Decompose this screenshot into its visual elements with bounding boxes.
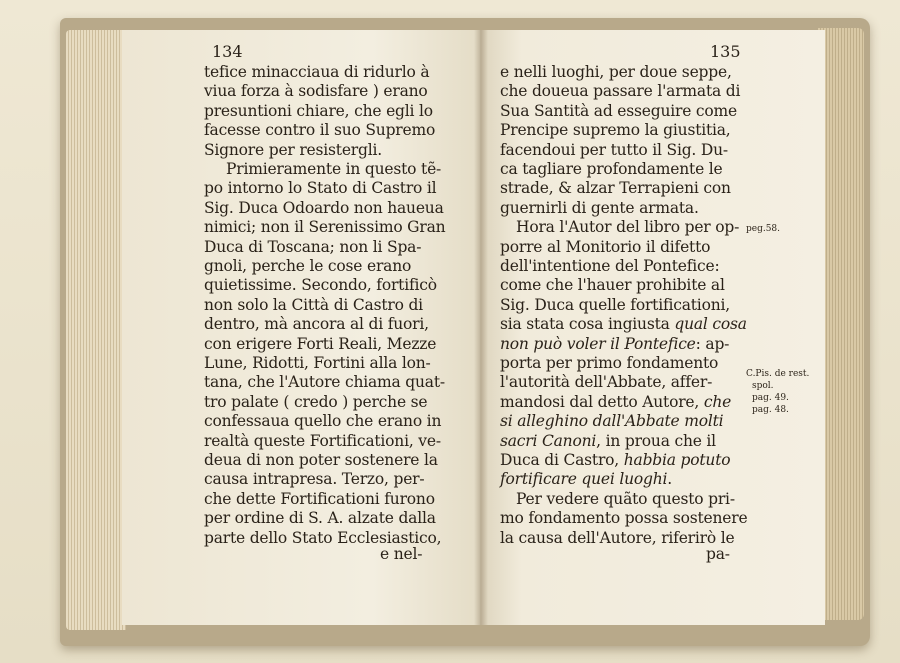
text-segment: , in proua che il [596,431,716,450]
text-line: presuntioni chiare, che egli lo [204,101,433,120]
text-line: facesse contro il suo Supremo [204,121,436,140]
text-line: Signore per resistergli. [204,140,382,159]
text-segment: Duca di Castro, [500,451,624,469]
left-page [122,30,480,625]
text-line: per ordine di S. A. alzate dalla [204,509,436,528]
text-line [500,373,712,391]
text-line [500,451,730,469]
left-catchword: e nel- [380,545,423,563]
text-segment: la causa dell'Autore, riferirò le [500,528,735,547]
text-line [500,393,731,411]
text-line [500,276,725,294]
text-line [500,335,729,353]
text-segment: Sig. Duca quelle fortificationi, [500,295,730,314]
text-segment: e nelli luoghi, per doue seppe, [500,63,732,81]
right-page [480,30,825,625]
text-line [500,315,747,333]
text-line [500,141,728,159]
text-line: confessaua quello che erano in [204,412,442,431]
text-segment: Hora l'Autor del libro per op- [516,218,740,237]
book-gutter [474,30,488,625]
text-line [500,63,732,81]
text-line [500,121,731,139]
italic-text-segment: si alleghino dall'Abbate molti [500,412,724,431]
text-segment: porre al Monitorio il difetto [500,237,711,256]
text-line [500,354,718,372]
text-line [500,432,716,450]
text-line [516,490,735,508]
margin-note-ref-4: pag. 49. [752,393,789,403]
text-line [500,102,737,120]
italic-text-segment: non può voler il Pontefice [500,334,696,353]
text-line: causa intrapresa. Terzo, per- [204,470,425,489]
text-line [500,529,734,547]
text-line [500,509,747,527]
text-segment: sia stata cosa ingiusta [500,315,675,334]
text-segment: mo fondamento possa sostenere [500,509,748,528]
text-segment: . [667,470,673,489]
text-segment: come che l'hauer prohibite al [500,276,725,295]
right-page-number: 135 [710,42,741,61]
text-segment: mandosi dal detto Autore, [500,392,704,411]
left-page-edges [66,30,126,630]
text-line: non solo la Città di Castro di [204,295,423,314]
left-page-number: 134 [212,42,243,61]
text-line [500,238,710,256]
margin-note-ref-1: peg.58. [746,224,781,234]
italic-text-segment: qual cosa [674,315,747,334]
text-line: Duca di Toscana; non li Spa- [204,237,422,256]
text-line: deua di non poter sostenere la [204,451,438,469]
text-line: viua forza à sodisfare ) erano [204,82,428,101]
margin-note-ref-5: pag. 48. [752,405,789,415]
text-segment: ca tagliare profondamente le [500,160,723,178]
italic-text-segment: che [703,392,732,411]
text-segment: che doueua passare l'armata di [500,82,741,101]
italic-text-segment: sacri Canoni [500,431,597,450]
italic-text-segment: fortificare quei luoghi [500,470,668,489]
text-line: tana, che l'Autore chiama quat- [204,373,445,392]
text-line: Primieramente in questo tẽ- [226,160,442,178]
text-line: Lune, Ridotti, Fortini alla lon- [204,354,431,372]
text-line: nimici; non il Serenissimo Gran [204,218,446,237]
text-line: realtà queste Fortificationi, ve- [204,431,441,450]
text-line: parte dello Stato Ecclesiastico, [204,528,442,547]
right-catchword: pa- [706,545,730,563]
text-line [500,179,731,197]
text-segment: l'autorità dell'Abbate, affer- [500,373,713,392]
text-line: che dette Fortificationi furono [204,489,435,508]
text-line: po intorno lo Stato di Castro il [204,179,437,198]
text-line: dentro, mà ancora al di fuori, [204,315,429,334]
text-segment: Per vedere quãto questo pri- [516,489,735,508]
text-line [500,199,699,217]
text-line: tro palate ( credo ) perche se [204,392,428,411]
text-segment: Prencipe supremo la giustitia, [500,121,731,140]
text-line [500,470,672,488]
text-line: Sig. Duca Odoardo non haueua [204,198,444,217]
text-line: gnoli, perche le cose erano [204,257,412,275]
text-line [500,160,723,178]
text-segment: porta per primo fondamento [500,354,719,372]
text-segment: : ap- [695,334,730,353]
text-line: tefice minacciaua di ridurlo à [204,63,430,81]
text-line: con erigere Forti Reali, Mezze [204,334,437,353]
text-line [516,218,739,236]
text-segment: Sua Santità ad esseguire come [500,101,737,120]
text-segment: strade, & alzar Terrapieni con [500,179,731,198]
text-segment: facendoui per tutto il Sig. Du- [500,140,728,159]
text-segment: guernirli di gente armata. [500,198,699,217]
text-line [500,82,740,100]
text-segment: dell'intentione del Pontefice: [500,257,720,275]
margin-note-ref-2: C.Pis. de rest. [746,369,810,379]
text-line: quietissime. Secondo, fortificò [204,276,437,295]
text-line [500,257,719,275]
text-line [500,296,730,314]
italic-text-segment: habbia potuto [623,451,731,469]
text-line [500,412,723,430]
margin-note-ref-3: spol. [752,381,774,391]
